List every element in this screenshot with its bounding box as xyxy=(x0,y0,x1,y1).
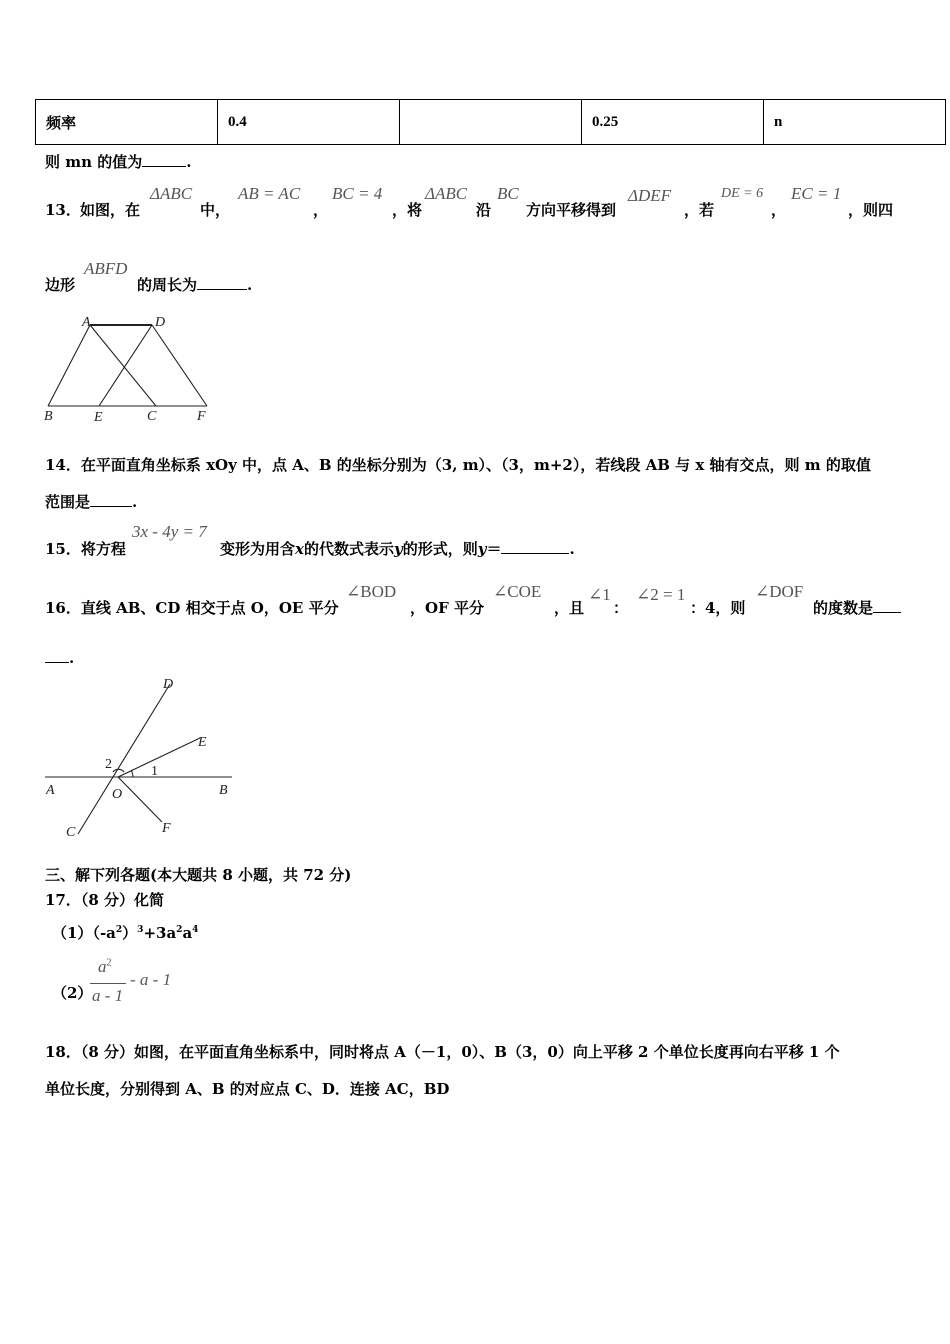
label-b: B xyxy=(219,783,228,798)
answer-blank xyxy=(45,648,69,663)
q17-p2-numerator xyxy=(98,957,112,977)
fraction-bar xyxy=(90,983,126,984)
q13-tri-def: ΔDEF xyxy=(628,186,672,205)
q17-p1-close: ） xyxy=(122,924,138,942)
q16-angle-1: ∠1 xyxy=(588,585,611,604)
q15-equation: 3x - 4y = 7 xyxy=(132,522,207,541)
q15-text-1: 变形为用含 xyxy=(220,540,296,558)
answer-blank xyxy=(873,598,901,613)
q13-text-6: ，若 xyxy=(684,201,715,219)
segment-de xyxy=(99,325,152,406)
label-b: B xyxy=(44,409,53,424)
q16-line-1-end xyxy=(813,597,901,618)
q14-line-2 xyxy=(45,491,137,512)
q13-end: . xyxy=(247,276,253,294)
table-cell: 0.4 xyxy=(218,100,400,145)
q17-p2-tail: - a - 1 xyxy=(130,970,172,989)
q13-text-8: 边形 xyxy=(45,276,76,294)
label-d: D xyxy=(163,677,174,692)
q17-p2-label: （2） xyxy=(52,984,93,1002)
q15-end: . xyxy=(569,540,575,558)
q13-text-4: 沿 xyxy=(476,201,492,219)
q16-angle-dof: ∠DOF xyxy=(755,582,804,601)
q13-text-1: 如图，在 xyxy=(80,201,141,219)
q13-tri-abc: ΔABC xyxy=(150,184,193,203)
ray-oe xyxy=(118,738,200,777)
answer-blank xyxy=(90,492,132,507)
q13-bc: BC xyxy=(497,184,519,203)
q16-colon: ： xyxy=(613,599,629,617)
q13-sep-1: ， xyxy=(313,201,329,219)
q14-end: . xyxy=(132,493,138,511)
q13-text-7: ，则四 xyxy=(848,201,894,219)
answer-blank xyxy=(501,539,569,554)
segment-ab xyxy=(48,325,90,406)
q17-p1-exp-a2: 2 xyxy=(176,925,183,935)
table-cell xyxy=(400,100,582,145)
q17-title: 17．（8 分）化简 xyxy=(45,891,165,909)
label-f: F xyxy=(162,821,171,836)
angle-1-arc xyxy=(131,770,133,777)
q15-var-x: x xyxy=(295,540,304,558)
answer-blank xyxy=(197,275,247,290)
q17-p1-exp-3: 3 xyxy=(137,925,144,935)
q13-line-2 xyxy=(137,274,252,295)
q13-text-3: ，将 xyxy=(392,201,423,219)
label-angle-2: 2 xyxy=(105,757,112,772)
q15-var-y: y xyxy=(393,540,403,558)
label-o: O xyxy=(112,787,123,802)
frequency-table xyxy=(35,99,946,145)
q13-figure xyxy=(40,312,220,424)
q15-var-y-2: y xyxy=(477,540,487,558)
q17-num-a: a xyxy=(98,957,107,976)
q17-p2-denominator: a - 1 xyxy=(92,986,124,1005)
q13-text-2: 中， xyxy=(200,201,231,219)
q13-text-5: 方向平移得到 xyxy=(526,201,617,219)
q17-num-exp: 2 xyxy=(106,957,112,969)
q13-bc4: BC = 4 xyxy=(332,184,383,203)
ray-of xyxy=(118,777,162,822)
q16-angle-2: ∠2 = 1 xyxy=(636,585,686,604)
q15-num: 15．将方程 xyxy=(45,540,126,558)
q17-p1-a: a xyxy=(182,924,193,942)
q17-part-1 xyxy=(52,922,198,943)
q15-text-4: ＝ xyxy=(486,540,502,558)
label-c: C xyxy=(147,409,157,424)
q13-abfd: ABFD xyxy=(84,259,128,278)
q13-ec1: EC = 1 xyxy=(791,184,842,203)
table-row xyxy=(36,100,946,145)
angle-2-arc xyxy=(113,769,124,772)
q16-end: . xyxy=(69,649,75,667)
q16-text-3: ：4，则 xyxy=(690,599,746,617)
table-cell: 频率 xyxy=(36,100,218,145)
q18-line-1: 18．（8 分）如图，在平面直角坐标系中，同时将点 A（－1，0）、B（3，0）向上平移 2 个单位长度再向右平移 1 个 xyxy=(45,1043,840,1061)
q13-tri-abc-2: ΔABC xyxy=(425,184,468,203)
q14-text: 范围是 xyxy=(45,493,91,511)
q13-sep-2: ， xyxy=(771,201,787,219)
section-3-title: 三、解下列各题(本大题共 8 小题，共 72 分) xyxy=(45,866,352,884)
q15-text-3: 的形式，则 xyxy=(402,540,478,558)
answer-blank xyxy=(142,152,186,167)
label-e: E xyxy=(94,410,103,424)
label-c: C xyxy=(66,825,76,840)
q18-line-2: 单位长度，分别得到 A、B 的对应点 C、D．连接 AC，BD xyxy=(45,1080,450,1098)
q15-text-2: 的代数式表示 xyxy=(303,540,394,558)
q17-p1-label: （1） xyxy=(52,924,93,942)
q12-line xyxy=(45,151,191,172)
q16-text-2: ，且 xyxy=(554,599,585,617)
label-a: A xyxy=(82,315,91,330)
q17-p1-exp-a4: 4 xyxy=(192,925,199,935)
table-cell: n xyxy=(764,100,946,145)
label-f: F xyxy=(197,409,206,424)
label-angle-1: 1 xyxy=(151,764,158,779)
q13-text-9: 的周长为 xyxy=(137,276,198,294)
q16-figure xyxy=(40,672,240,842)
q12-end: . xyxy=(186,153,192,171)
q15-line xyxy=(220,538,575,559)
q16-num: 16．直线 AB、CD 相交于点 O，OE 平分 xyxy=(45,599,339,617)
table-cell: 0.25 xyxy=(582,100,764,145)
segment-ac xyxy=(90,325,156,406)
q12-text: 则 mn 的值为 xyxy=(45,153,143,171)
q17-p1-open: （-a xyxy=(92,924,116,942)
q17-p1-exp-2: 2 xyxy=(115,925,123,935)
label-a: A xyxy=(46,783,55,798)
q16-line-2 xyxy=(45,648,74,667)
q13-ab-ac: AB = AC xyxy=(238,184,301,203)
q14-line-1: 14．在平面直角坐标系 xOy 中，点 A、B 的坐标分别为（3, m）、（3，m+2），若线段 AB 与 x 轴有交点，则 m 的取值 xyxy=(45,456,871,474)
label-e: E xyxy=(198,735,207,750)
q16-angle-coe: ∠COE xyxy=(493,582,542,601)
label-d: D xyxy=(155,315,166,330)
segment-df xyxy=(152,325,207,406)
q16-text-4: 的度数是 xyxy=(813,599,874,617)
q16-text-1: ，OF 平分 xyxy=(410,599,484,617)
q16-angle-bod: ∠BOD xyxy=(346,582,397,601)
q13-de6: DE = 6 xyxy=(721,186,764,201)
q13-num: 13． xyxy=(45,201,81,219)
q17-p1-plus: +3a xyxy=(143,924,177,942)
